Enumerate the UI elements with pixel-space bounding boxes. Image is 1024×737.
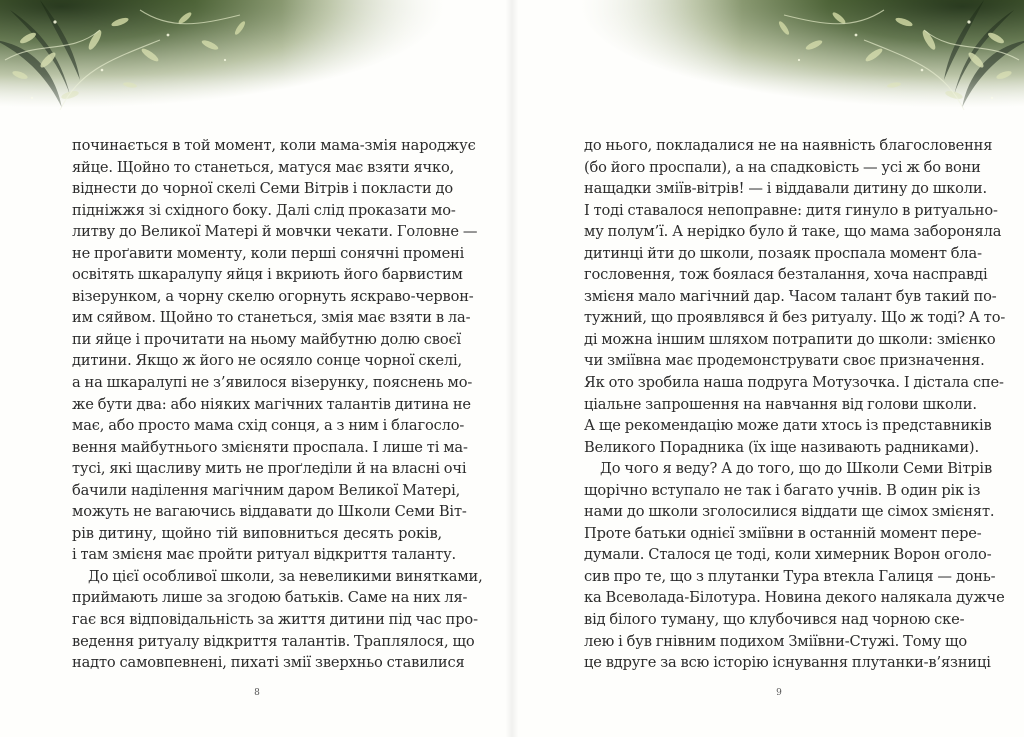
text-line: має, або просто мама схід сонця, а з ним і благосло- [72, 417, 465, 435]
text-line: рів дитину, щойно тій виповниться десять років, [72, 524, 442, 542]
text-line: починається в той момент, коли мама-змія народжує [72, 137, 476, 154]
left-page-body-text [72, 135, 483, 674]
text-line: ка Всеволада-Білотура. Новина декого налякала дужче [584, 589, 1005, 607]
text-line: гословення, тож боялася безталання, хоча насправді [584, 266, 988, 284]
text-line: Великого Порадника (їх іще називають радниками). [584, 438, 979, 456]
text-line: А ще рекомендацію може дати хтось із представників [584, 417, 992, 435]
text-line: Проте батьки однієї зміївни в останній момент пере- [584, 524, 982, 542]
text-line: до нього, покладалися не на наявність благословення [584, 137, 993, 154]
text-line: бачили наділення магічним даром Великої Матері, [72, 481, 461, 499]
text-line: і там змієня має пройти ритуал відкриття таланту. [72, 546, 456, 564]
text-line: яйце. Щойно то станеться, матуся має взяти ячко, [72, 158, 455, 176]
text-line: не проґавити моменту, коли перші сонячні промені [72, 244, 465, 262]
text-line: щорічно вступало не так і багато учнів. В один рік із [584, 481, 981, 499]
text-line: І тоді ставалося непоправне: дитя гинуло в ритуально- [584, 201, 998, 219]
text-line: приймають лише за згодою батьків. Саме на них ля- [72, 589, 468, 607]
text-line: пи яйце і прочитати на ньому майбутню долю своєї [72, 330, 462, 348]
text-line: нами до школи зголосилися віддати ще сімох змієнят. [584, 503, 995, 521]
text-line: це вдруге за всю історію існування плутанки-в’язниці [584, 654, 991, 672]
text-line: чи зміївна має продемонструвати своє призначення. [584, 352, 985, 370]
text-line: сив про те, що з плутанки Тура втекла Галиця — донь- [584, 567, 996, 585]
text-line: ціальне запрошення на навчання від голови школи. [584, 395, 977, 413]
text-line: литву до Великої Матері й мовчки чекати. Головне — [72, 223, 478, 241]
right-page [512, 0, 1024, 737]
text-line: лею і був гнівним подихом Зміївни-Стужі. Тому що [584, 632, 968, 650]
text-line: тусі, які щасливу мить не проґледіли й на власні очі [72, 460, 467, 478]
text-line: (бо його проспали), а на спадковість — усі ж бо вони [584, 158, 981, 176]
text-line: нащадки зміїв-вітрів! — і віддавали дитину до школи. [584, 180, 987, 198]
text-line: змієня мало магічний дар. Часом талант був такий по- [584, 287, 997, 305]
text-line: надто самовпевнені, пихаті змії зверхньо ставилися [72, 654, 465, 672]
text-line: им сяйвом. Щойно то станеться, змія має взяти в ла- [72, 309, 471, 327]
leaf-header-illustration [0, 0, 512, 135]
text-line: підніжжя зі східного боку. Далі слід проказати мо- [72, 201, 456, 219]
text-line: освітять шкаралупу яйця і вкриють його барвистим [72, 266, 463, 284]
text-line: же бути два: або ніяких магічних талантів дитина не [72, 395, 471, 413]
text-line: думали. Сталося це тоді, коли химерник Ворон оголо- [584, 546, 992, 564]
page-number-right: 9 [776, 688, 782, 698]
text-line: а на шкаралупі не з’явилося візерунку, пояснень мо- [72, 374, 473, 392]
text-line: можуть не вагаючись віддавати до Школи Семи Віт- [72, 503, 467, 521]
text-line: вення майбутнього змієняти проспала. І лише ті ма- [72, 438, 468, 456]
text-line: дитинці йти до школи, позаяк проспала момент бла- [584, 244, 982, 262]
foliage-art-left [0, 0, 512, 135]
text-line: гає вся відповідальність за життя дитини під час про- [72, 611, 478, 629]
right-page-body-text [584, 135, 1006, 674]
text-line: віднести до чорної скелі Семи Вітрів і покласти до [72, 180, 454, 198]
text-line: ді можна іншим шляхом потрапити до школи: змієнко [584, 330, 996, 348]
text-line: дитини. Якщо ж його не осяяло сонце чорної скелі, [72, 352, 462, 370]
text-line: му полум’ї. А нерідко було й таке, що мама забороняла [584, 223, 1002, 241]
text-line: від білого туману, що клубочився над чорною ске- [584, 611, 965, 629]
leaf-header-illustration [512, 0, 1024, 135]
text-line: До цієї особливої школи, за невеликими винятками, [88, 567, 483, 585]
page-number-left: 8 [254, 688, 260, 698]
text-line: тужний, що проявлявся й без ритуалу. Що ж тоді? А то- [584, 309, 1006, 327]
text-line: До чого я веду? А до того, що до Школи Семи Вітрів [600, 460, 993, 478]
text-line: візерунком, а чорну скелю огорнуть яскраво-червон- [72, 287, 474, 305]
text-line: ведення ритуалу відкриття талантів. Траплялося, що [72, 632, 475, 650]
text-line: Як ото зробила наша подруга Мотузочка. І дістала спе- [584, 374, 1004, 392]
foliage-art-right [512, 0, 1024, 135]
